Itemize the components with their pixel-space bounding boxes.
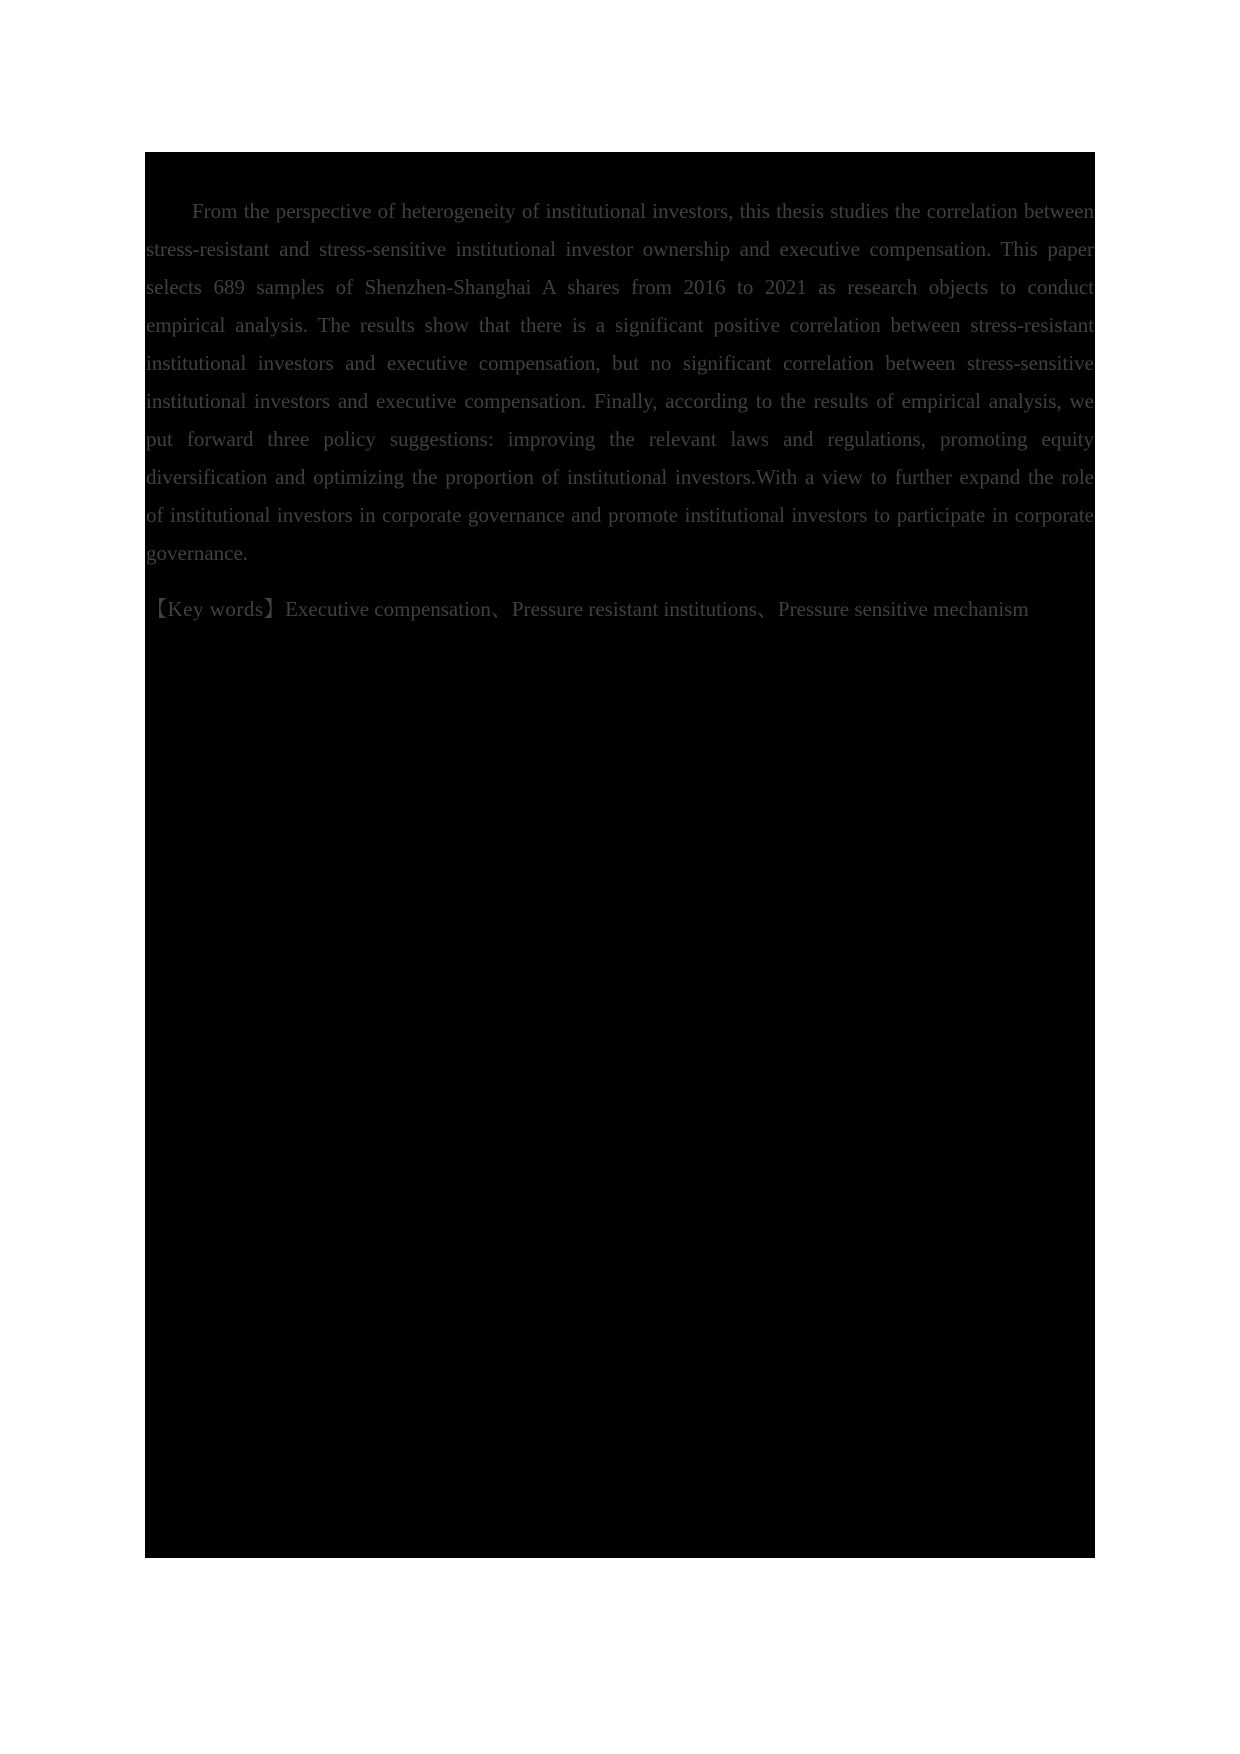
keywords-label: 【Key words】 [146,597,286,621]
keywords-text: Executive compensation、Pressure resistant institutions、Pressure sensitive mechanism [285,597,1029,621]
keywords-line [146,590,1094,628]
abstract-paragraph: From the perspective of heterogeneity of institutional investors, this thesis studies the correlation between stress-resistant and stress-sensitive institutional investor ownership and executive compensation. This paper selects 689 samples of Shenzhen-Shanghai A shares from 2016 to 2021 as research objects to conduct empirical analysis. The results show that there is a significant positive correlation between stress-resistant institutional investors and executive compensation, but no significant correlation between stress-sensitive institutional investors and executive compensation. Finally, according to the results of empirical analysis, we put forward three policy suggestions: improving the relevant laws and regulations, promoting equity diversification and optimizing the proportion of institutional investors.With a view to further expand the role of institutional investors in corporate governance and promote institutional investors to participate in corporate governance. [146,199,1094,565]
abstract-panel [145,152,1095,1558]
